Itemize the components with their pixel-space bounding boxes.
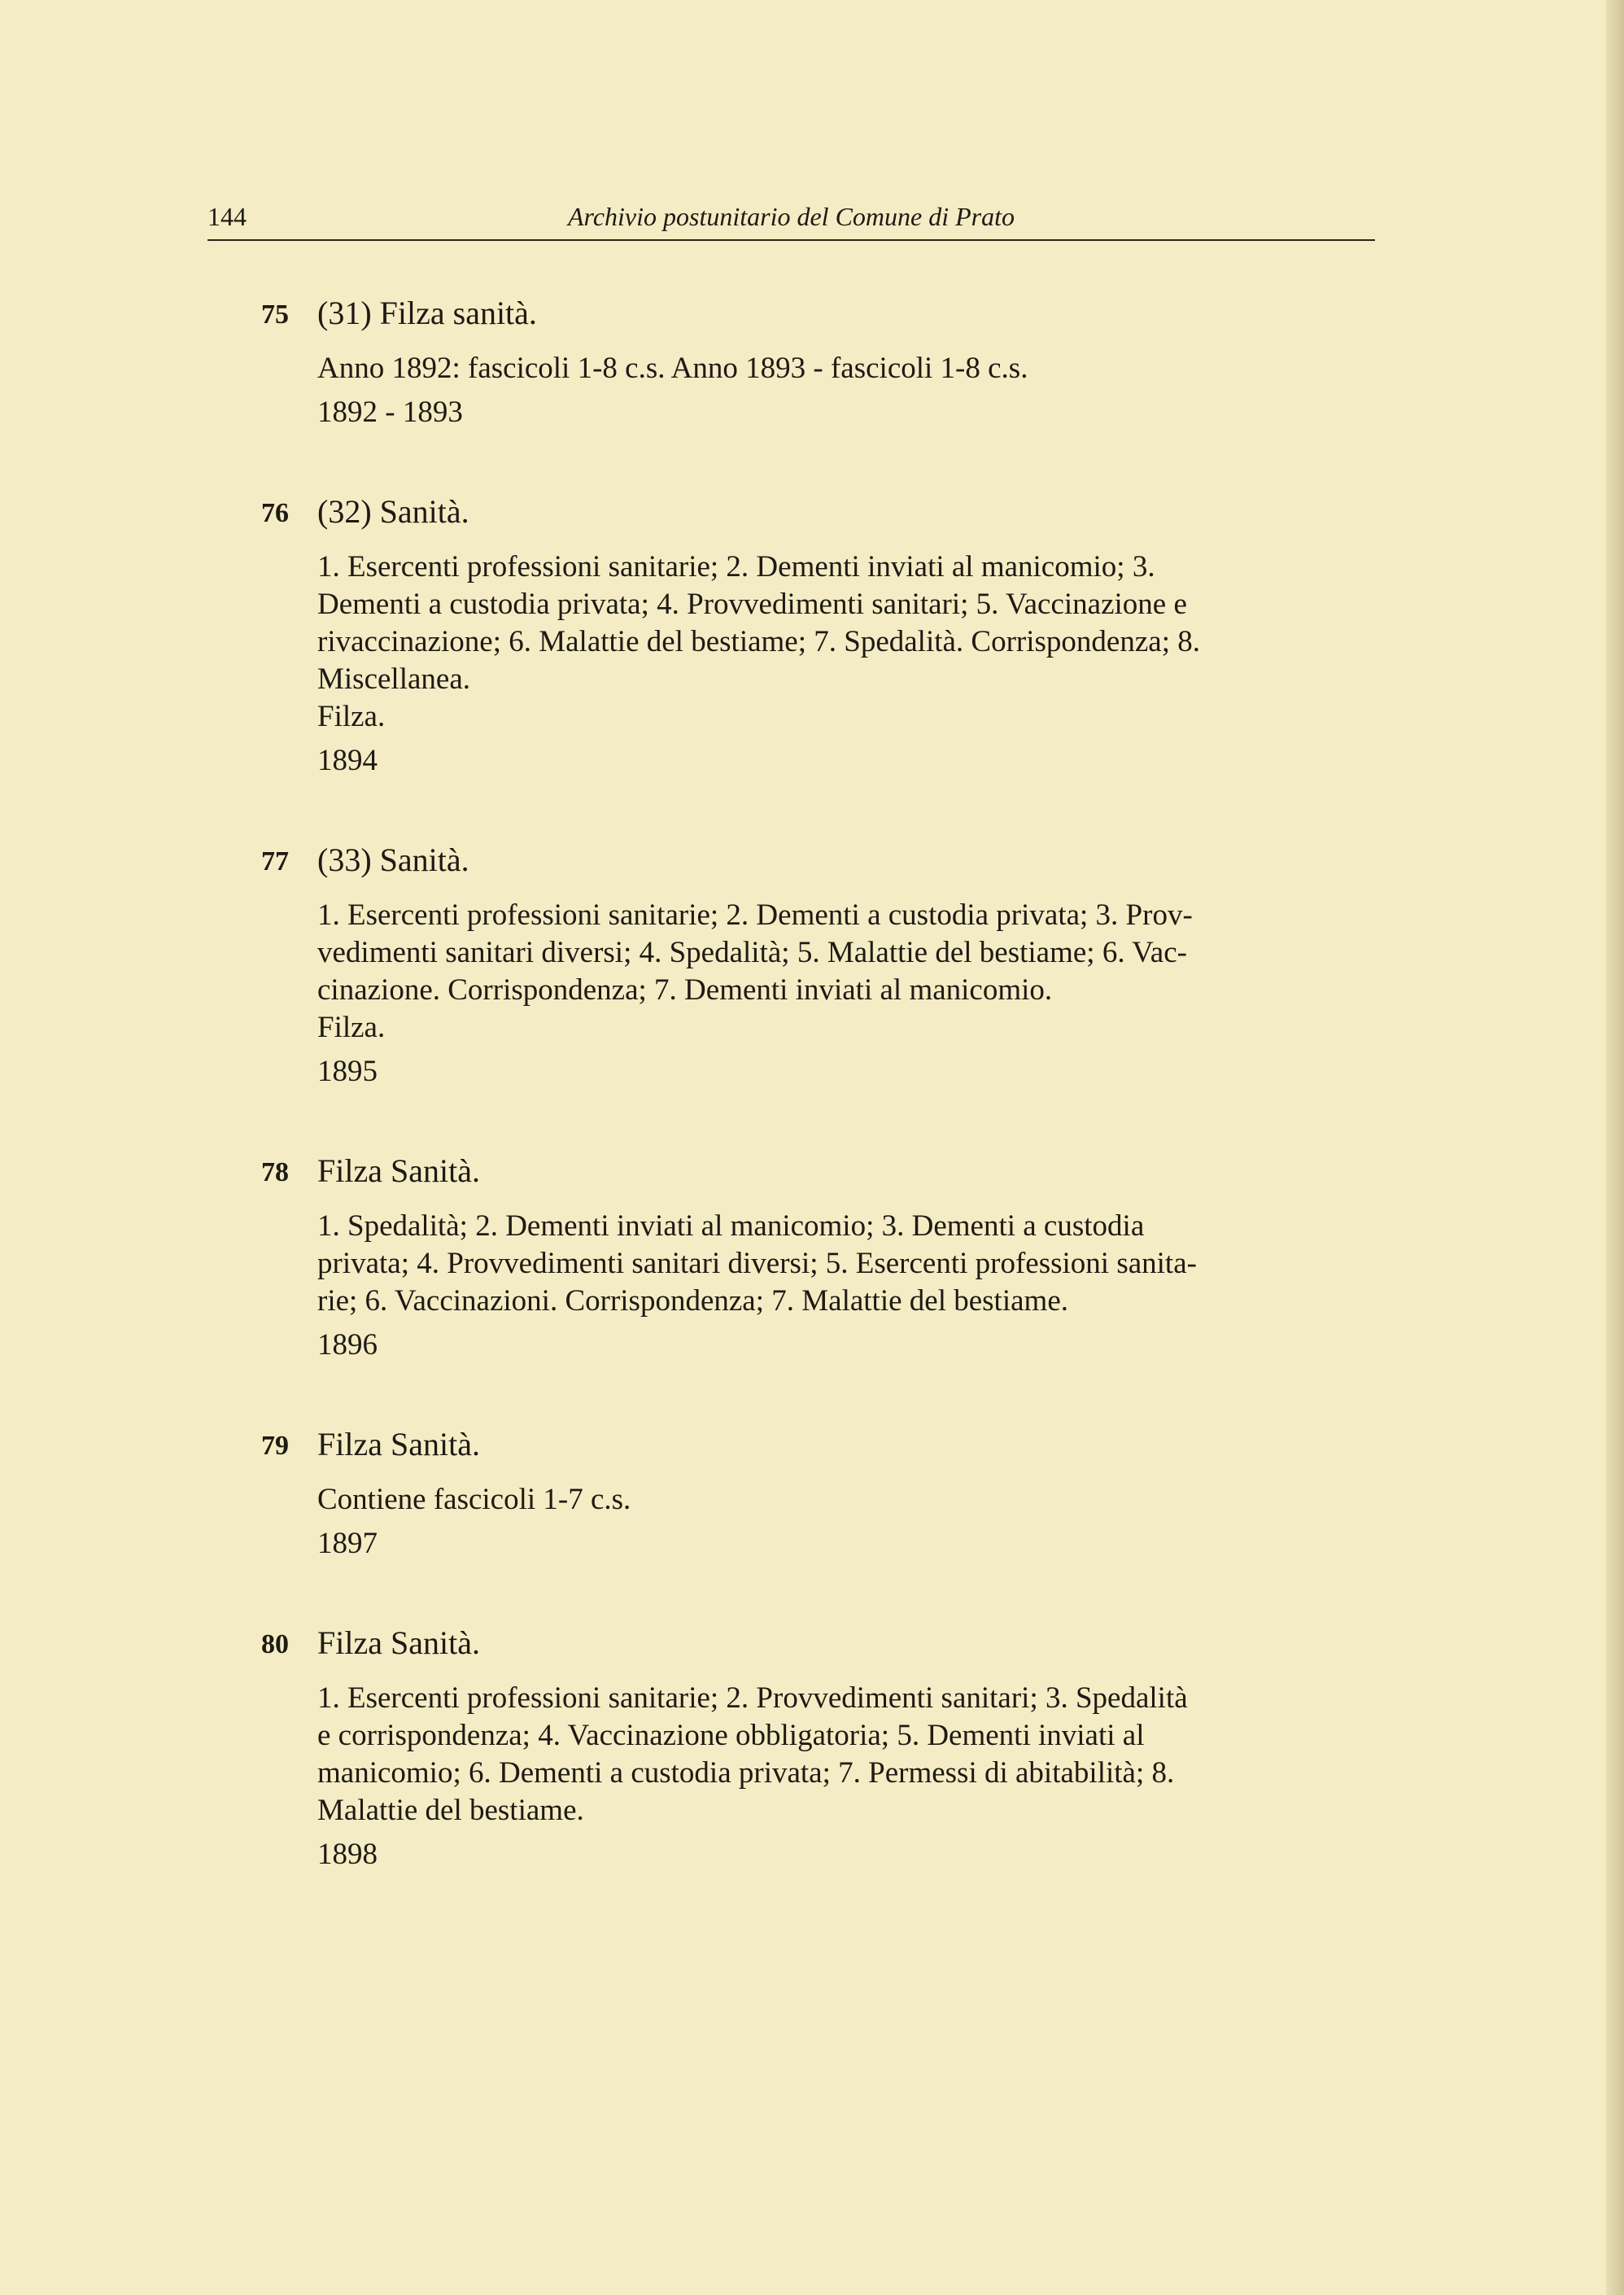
entry-title: (31) Filza sanità. <box>317 295 537 331</box>
description-line: Filza. <box>317 1011 386 1044</box>
inventory-entry <box>207 1151 1379 1366</box>
inventory-entry <box>207 1623 1379 1875</box>
entry-years: 1898 <box>317 1838 378 1871</box>
entry-title: Filza Sanità. <box>317 1624 480 1661</box>
inventory-entry <box>207 1424 1379 1564</box>
entry-description <box>317 897 1379 1047</box>
description-line: Anno 1892: fascicoli 1-8 c.s. Anno 1893 - fascicoli 1-8 c.s. <box>317 352 1028 385</box>
inventory-entry <box>207 492 1379 781</box>
entry-number: 77 <box>261 846 289 876</box>
entry-title: (32) Sanità. <box>317 493 469 530</box>
description-line: Miscellanea. <box>317 662 470 696</box>
entry-description <box>317 1680 1379 1829</box>
entry-description <box>317 350 1379 387</box>
description-line: Filza. <box>317 700 386 733</box>
entry-number: 76 <box>261 498 289 528</box>
description-line: 1. Esercenti professioni sanitarie; 2. Dementi inviati al manicomio; 3. <box>317 550 1155 584</box>
description-line: Contiene fascicoli 1-7 c.s. <box>317 1483 631 1516</box>
description-line: rie; 6. Vaccinazioni. Corrispondenza; 7. Malattie del bestiame. <box>317 1284 1068 1318</box>
running-title: Archivio postunitario del Comune di Prato <box>568 202 1015 231</box>
description-line: rivaccinazione; 6. Malattie del bestiame; 7. Spedalità. Corrispondenza; 8. <box>317 625 1200 658</box>
entry-description <box>317 1481 1379 1519</box>
entry-years: 1894 <box>317 744 378 777</box>
description-line: 1. Esercenti professioni sanitarie; 2. Provvedimenti sanitari; 3. Spedalità <box>317 1681 1188 1715</box>
page-header <box>207 199 1375 241</box>
entry-years: 1896 <box>317 1328 378 1362</box>
description-line: vedimenti sanitari diversi; 4. Spedalità; 5. Malattie del bestiame; 6. Vac- <box>317 936 1187 969</box>
description-line: Malattie del bestiame. <box>317 1794 584 1827</box>
entry-description <box>317 549 1379 736</box>
entry-description <box>317 1208 1379 1320</box>
inventory-entry <box>207 840 1379 1092</box>
page-edge-shadow <box>1606 0 1624 2295</box>
description-line: 1. Esercenti professioni sanitarie; 2. Dementi a custodia privata; 3. Prov- <box>317 898 1193 932</box>
entry-years: 1892 - 1893 <box>317 396 463 429</box>
entry-number: 80 <box>261 1629 289 1659</box>
entry-years: 1897 <box>317 1527 378 1560</box>
entry-number: 75 <box>261 299 289 330</box>
entry-number: 79 <box>261 1431 289 1461</box>
inventory-entries <box>207 293 1379 1934</box>
page-number: 144 <box>207 202 247 231</box>
inventory-entry <box>207 293 1379 433</box>
description-line: Dementi a custodia privata; 4. Provvedimenti sanitari; 5. Vaccinazione e <box>317 588 1187 621</box>
entry-title: Filza Sanità. <box>317 1426 480 1462</box>
entry-title: Filza Sanità. <box>317 1152 480 1189</box>
description-line: manicomio; 6. Dementi a custodia privata; 7. Permessi di abitabilità; 8. <box>317 1756 1175 1790</box>
description-line: privata; 4. Provvedimenti sanitari diversi; 5. Esercenti professioni sanita- <box>317 1247 1197 1280</box>
description-line: 1. Spedalità; 2. Dementi inviati al manicomio; 3. Dementi a custodia <box>317 1209 1145 1243</box>
entry-years: 1895 <box>317 1055 378 1088</box>
description-line: e corrispondenza; 4. Vaccinazione obbligatoria; 5. Dementi inviati al <box>317 1719 1145 1752</box>
entry-number: 78 <box>261 1157 289 1187</box>
entry-title: (33) Sanità. <box>317 842 469 878</box>
description-line: cinazione. Corrispondenza; 7. Dementi inviati al manicomio. <box>317 973 1053 1007</box>
